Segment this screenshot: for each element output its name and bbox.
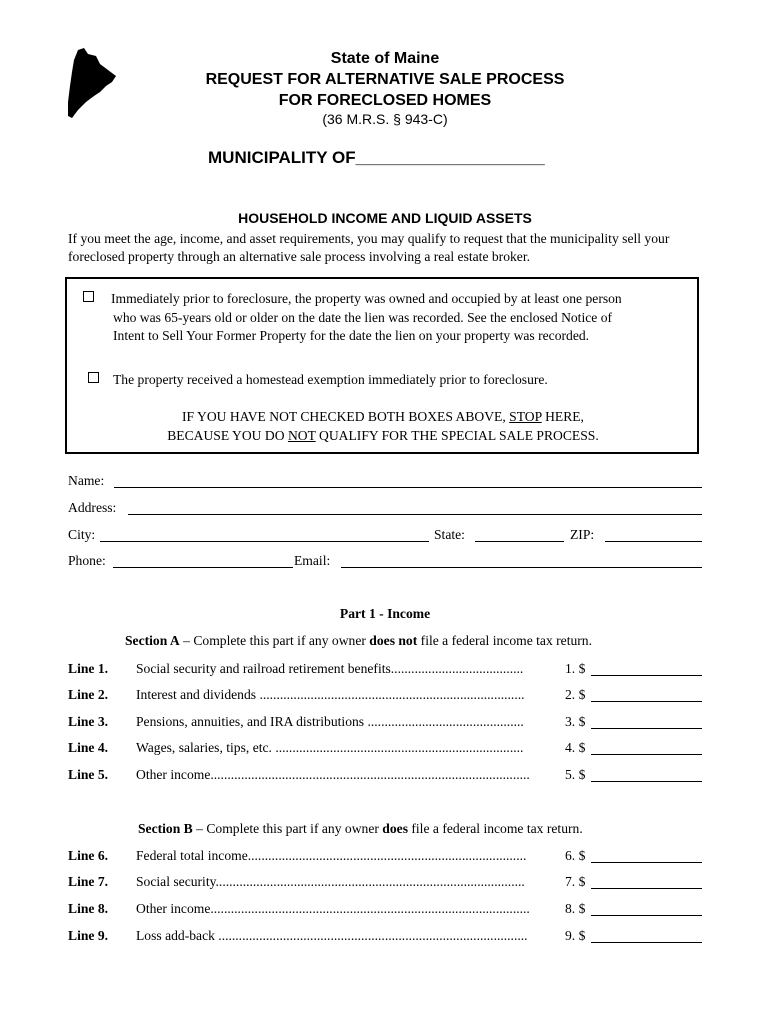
check1-text-line1: Immediately prior to foreclosure, the property was owned and occupied by at least one person <box>111 291 622 306</box>
line-ref: 5. $ <box>565 767 586 782</box>
line-6-amount-field[interactable] <box>591 862 702 863</box>
maine-state-logo <box>66 46 118 122</box>
line-description: Other income.............................................................................................. <box>136 901 530 916</box>
email-label: Email: <box>294 553 331 568</box>
line-description: Social security and railroad retirement benefits....................................... <box>136 661 524 676</box>
city-field[interactable] <box>100 541 429 542</box>
zip-field[interactable] <box>605 541 702 542</box>
line-5-amount-field[interactable] <box>591 781 702 782</box>
line-8-amount-field[interactable] <box>591 915 702 916</box>
line-number: Line 3. <box>68 714 109 729</box>
line-ref: 3. $ <box>565 714 586 729</box>
line-4-amount-field[interactable] <box>591 754 702 755</box>
intro-paragraph: If you meet the age, income, and asset requirements, you may qualify to request that the municipality sell your foreclosed property through an alternative sale process involving a real estate broker. <box>68 231 670 264</box>
line-description: Federal total income.................................................................................. <box>136 848 527 863</box>
line-number: Line 5. <box>68 767 109 782</box>
phone-field[interactable] <box>113 567 293 568</box>
state-name: State of Maine <box>330 50 440 67</box>
stop-emphasis: STOP <box>509 409 542 424</box>
name-field[interactable] <box>114 487 702 488</box>
line-description: Wages, salaries, tips, etc. ......................................................................... <box>136 740 524 755</box>
email-field[interactable] <box>341 567 702 568</box>
line-7-amount-field[interactable] <box>591 888 702 889</box>
line-ref: 6. $ <box>565 848 586 863</box>
line-description: Loss add-back ........................................................................................... <box>136 928 528 943</box>
line-2-amount-field[interactable] <box>591 701 702 702</box>
address-label: Address: <box>68 500 117 515</box>
line-description: Interest and dividends .............................................................................. <box>136 687 525 702</box>
checkbox-homestead[interactable] <box>88 372 99 383</box>
zip-label: ZIP: <box>570 527 595 542</box>
line-ref: 4. $ <box>565 740 586 755</box>
line-1-amount-field[interactable] <box>591 675 702 676</box>
municipality-label: MUNICIPALITY OF____________________ <box>208 148 545 167</box>
state-label: State: <box>434 527 465 542</box>
line-9-amount-field[interactable] <box>591 942 702 943</box>
line-number: Line 8. <box>68 901 109 916</box>
line-ref: 8. $ <box>565 901 586 916</box>
part1-title: Part 1 - Income <box>339 606 431 621</box>
check1-text-line2: who was 65-years old or older on the date the lien was recorded. See the enclosed Notice of <box>113 310 613 325</box>
line-description: Social security........................................................................................... <box>136 874 525 889</box>
line-ref: 7. $ <box>565 874 586 889</box>
line-number: Line 9. <box>68 928 109 943</box>
line-number: Line 6. <box>68 848 109 863</box>
line-ref: 2. $ <box>565 687 586 702</box>
form-title-line1: REQUEST FOR ALTERNATIVE SALE PROCESS <box>205 71 565 88</box>
line-number: Line 2. <box>68 687 109 702</box>
check1-text-line3: Intent to Sell Your Former Property for the date the lien on your property was recorded. <box>113 328 590 343</box>
address-field[interactable] <box>128 514 702 515</box>
section-b-instruction: Section B – Complete this part if any owner does file a federal income tax return. <box>138 821 583 836</box>
line-description: Other income.............................................................................................. <box>136 767 530 782</box>
line-ref: 1. $ <box>565 661 586 676</box>
line-ref: 9. $ <box>565 928 586 943</box>
name-label: Name: <box>68 473 105 488</box>
line-number: Line 4. <box>68 740 109 755</box>
phone-label: Phone: <box>68 553 106 568</box>
section-heading: HOUSEHOLD INCOME AND LIQUID ASSETS <box>238 210 532 226</box>
state-field[interactable] <box>475 541 564 542</box>
line-description: Pensions, annuities, and IRA distributions .............................................. <box>136 714 524 729</box>
line-3-amount-field[interactable] <box>591 728 702 729</box>
line-number: Line 7. <box>68 874 109 889</box>
section-a-instruction: Section A – Complete this part if any owner does not file a federal income tax return. <box>125 633 593 648</box>
checkbox-age-occupancy[interactable] <box>83 291 94 302</box>
qualification-warning: IF YOU HAVE NOT CHECKED BOTH BOXES ABOVE, STOP HERE, BECAUSE YOU DO NOT QUALIFY FOR THE SPECIAL SALE PROCESS. <box>167 409 599 443</box>
check2-text: The property received a homestead exemption immediately prior to foreclosure. <box>113 372 548 387</box>
not-emphasis: NOT <box>287 427 316 443</box>
line-number: Line 1. <box>68 661 109 676</box>
form-title-line2: FOR FORECLOSED HOMES <box>278 92 492 109</box>
city-label: City: <box>68 527 96 542</box>
statute-reference: (36 M.R.S. § 943-C) <box>322 111 448 127</box>
